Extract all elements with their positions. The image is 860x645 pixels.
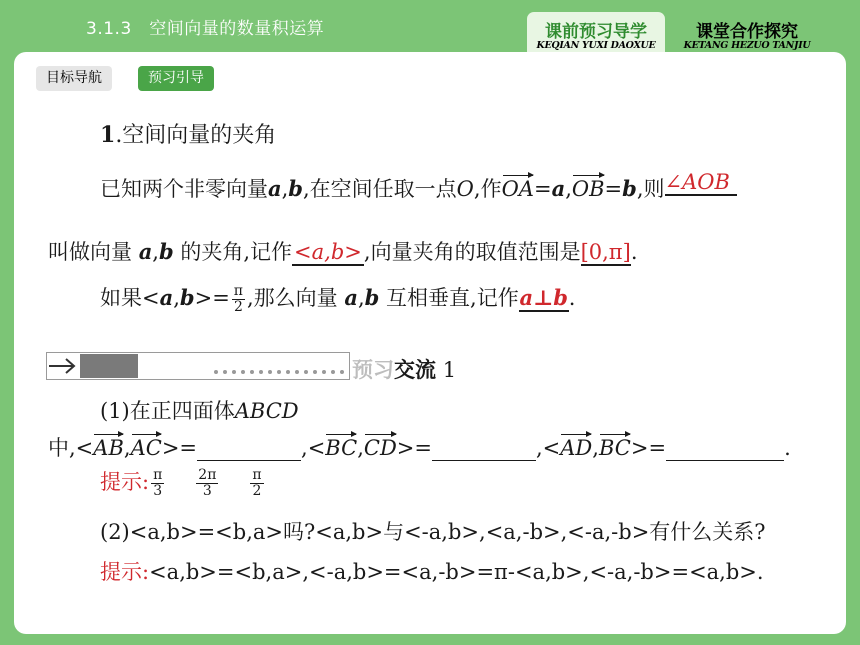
numerator: π [233,283,243,300]
numerator: 2π [198,467,217,484]
text: 已知两个非零向量 [100,177,268,201]
text: 如果< [100,286,160,310]
answer-blank-2 [432,436,536,461]
question-2: (2)<a,b>=<b,a>吗?<a,b>与<-a,b>,<a,-b>,<-a,-b>有什么关系? [100,520,766,544]
var-a: a [551,176,566,201]
denominator: 2 [252,483,262,499]
text: >= [396,436,432,460]
answer-angle-notation: <a,b> [294,240,362,264]
fraction-pi-over-2 [232,284,245,314]
text: , [302,177,310,201]
var-a: a [344,285,358,310]
tab-label: 课堂合作探究 [696,22,798,42]
text: , [357,286,365,310]
section-title: 3.1.3 空间向量的数量积运算 [86,19,325,39]
text: , [152,240,159,264]
fraction-pi-over-2 [250,468,263,498]
denominator: 2 [233,299,243,315]
text: , [357,436,364,460]
text: (1)在正四面体 [100,399,235,423]
point-o: O [456,177,474,201]
text: 互相垂直,记作 [386,286,519,310]
tetrahedron-abcd: ABCD [234,399,299,423]
tab-sublabel: KETANG HEZUO TANJIU [683,40,811,51]
text: 中,< [48,436,94,460]
heading [100,118,276,149]
vector-bc: BC [598,436,631,460]
section-divider-bar [46,352,350,380]
exchange-heading [352,354,456,384]
var-a: a [268,176,282,201]
hint-1 [100,466,266,499]
paragraph-1 [100,170,737,203]
denominator: 3 [153,483,163,499]
answer-range: [0,π] [580,240,631,264]
text: 叫做向量 [48,240,132,264]
text: ,< [535,436,561,460]
exchange-label: 交流 [394,357,436,382]
tab-class-explore[interactable] [678,12,816,54]
hint-label: 提示: [100,560,150,584]
tab-sublabel: KEQIAN YUXI DAOXUE [536,40,656,51]
hint-label: 提示: [100,470,150,494]
text: ,向量夹角的取值范围是 [363,240,581,264]
answer-blank-3 [666,436,784,461]
tab-preview-guide[interactable] [527,12,665,54]
vector-bc: BC [325,436,358,460]
question-1-line-2 [48,432,791,462]
text: ,< [301,436,326,460]
text: >= [161,436,198,460]
text: >= [194,286,230,310]
exchange-label-gray: 预习 [352,357,394,382]
text: , [592,436,599,460]
var-b: b [364,285,380,310]
text: , [123,436,131,460]
subtab-goal-navigation[interactable]: 目标导航 [36,66,112,91]
paragraph-2 [48,236,638,266]
var-a: a [159,285,174,310]
vector-oa: OA [501,177,534,201]
denominator: 3 [202,483,212,499]
var-b: b [288,176,303,201]
hint-2 [100,556,764,586]
var-b: b [622,176,637,201]
heading-text: .空间向量的夹角 [115,123,277,148]
text: ,则 [636,177,665,201]
fraction-2pi-over-3 [196,468,218,498]
text: , [173,286,180,310]
paragraph-3 [100,282,575,315]
question-1-line-1 [100,395,299,425]
heading-number: 1 [100,122,116,148]
answer-angle-aob: ∠AOB [665,170,737,196]
text: ,作 [473,177,502,201]
numerator: π [252,467,262,484]
text: , [565,177,572,201]
hint-2-text: <a,b>=<b,a>,<-a,b>=<a,-b>=π-<a,b>,<-a,-b>=<a,b>. [149,560,764,584]
fraction-pi-over-3 [151,468,164,498]
vector-cd: CD [363,436,397,460]
text: = [533,177,552,201]
text: >= [630,436,667,460]
exchange-number: 1 [442,358,457,382]
text: , [281,177,289,201]
vector-ad: AD [560,436,593,460]
numerator: π [153,467,163,484]
text: . [630,240,638,264]
vector-ob: OB [571,177,605,201]
subtab-preview-guide[interactable]: 预习引导 [138,66,214,91]
var-b: b [158,239,174,264]
vector-ac: AC [130,436,162,460]
text: . [784,436,791,460]
var-b: b [179,285,195,310]
text: ,那么向量 [247,286,338,310]
content-panel [14,52,846,634]
answer-blank-1 [197,436,301,461]
text: = [604,177,623,201]
tab-label: 课前预习导学 [545,22,647,42]
text: 的夹角,记作 [180,240,293,264]
var-a: a [138,239,153,264]
text: 在空间任取一点 [309,177,457,201]
vector-ab: AB [93,436,124,460]
text: . [568,286,576,310]
answer-perpendicular: a⊥b [519,285,568,310]
